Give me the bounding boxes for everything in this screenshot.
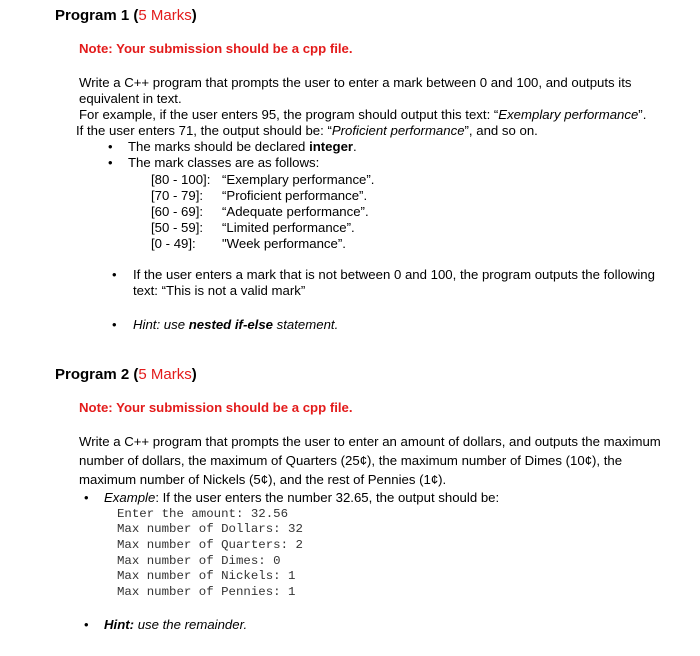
program1-invalid-line2: text: “This is not a valid mark” [133,283,306,298]
program1-paragraph-line2: equivalent in text. [79,91,182,106]
class-range: [50 - 59]: [151,220,204,235]
program2-paragraph-line3: maximum number of Nickels (5¢), and the rest of Pennies (1¢). [79,472,447,487]
program2-example: Example: If the user enters the number 32.65, the output should be: [104,490,500,505]
output-line: Max number of Quarters: 2 [117,538,303,552]
output-line: Max number of Dimes: 0 [117,554,281,568]
program1-marks: 5 Marks [138,7,192,24]
program1-hint: Hint: use nested if-else statement. [133,317,339,332]
class-text: “Exemplary performance”. [222,172,375,187]
program2-paragraph-line1: Write a C++ program that prompts the user to enter an amount of dollars, and outputs the maximum [79,434,661,449]
program1-bullet-declared: The marks should be declared integer. [128,139,357,154]
bullet-icon: • [84,617,89,632]
class-range: [0 - 49]: [151,236,196,251]
program1-invalid-line1: If the user enters a mark that is not between 0 and 100, the program outputs the following [133,267,655,282]
program1-note: Note: Your submission should be a cpp file. [79,41,353,56]
class-text: “Proficient performance”. [222,188,368,203]
bullet-icon: • [112,317,117,332]
program1-example-line2: If the user enters 71, the output should be: “Proficient performance”, and so on. [76,123,538,138]
program2-paragraph-line2: number of dollars, the maximum of Quarters (25¢), the maximum number of Dimes (10¢), the [79,453,623,468]
program1-title: Program 1 (5 Marks) [55,7,197,24]
bullet-icon: • [84,490,89,505]
bullet-icon: • [112,267,117,282]
class-range: [60 - 69]: [151,204,204,219]
program1-example-line1: For example, if the user enters 95, the program should output this text: “Exemplary performance”. [79,107,647,122]
output-line: Enter the amount: 32.56 [117,507,289,521]
program2-marks: 5 Marks [138,366,192,383]
output-line: Max number of Nickels: 1 [117,569,296,583]
bullet-icon: • [108,139,113,154]
program2-title: Program 2 (5 Marks) [55,366,197,383]
class-text: “Limited performance”. [222,220,355,235]
program2-hint: Hint: use the remainder. [104,617,248,632]
program2-note: Note: Your submission should be a cpp file. [79,400,353,415]
class-text: "Week performance”. [222,236,346,251]
program1-bullet-classes: The mark classes are as follows: [128,155,320,170]
program1-paragraph-line1: Write a C++ program that prompts the user to enter a mark between 0 and 100, and outputs its [79,75,632,90]
class-text: “Adequate performance”. [222,204,369,219]
output-line: Max number of Dollars: 32 [117,522,303,536]
class-range: [70 - 79]: [151,188,204,203]
bullet-icon: • [108,155,113,170]
output-line: Max number of Pennies: 1 [117,585,296,599]
class-range: [80 - 100]: [151,172,211,187]
